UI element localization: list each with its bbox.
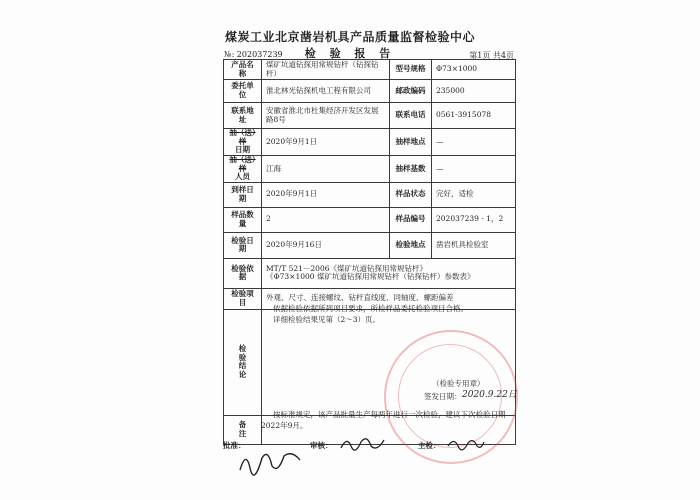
arrival-date-label: 到样日期	[224, 182, 262, 207]
test-location-label: 检验地点	[390, 232, 432, 258]
postcode-label: 邮政编码	[390, 80, 432, 103]
basis-line-1: MT/T 521－2006《煤矿坑道钻探用常规钻杆》	[266, 263, 427, 273]
basis-value	[262, 258, 516, 288]
product-name-value: 煤矿坑道钻探用常规钻杆（钻探钻杆）	[262, 60, 390, 80]
model-label: 型号规格	[390, 60, 432, 80]
conclusion-line-1: 依据检验依据所列项目要求，所检样品委托检验项目合格。	[273, 304, 468, 313]
organization-title: 煤炭工业北京凿岩机具产品质量监督检验中心	[224, 30, 475, 44]
basis-line-2: 《Φ73×1000 煤矿坑道钻探用常规钻杆（钻探钻杆）参数表》	[266, 272, 475, 282]
test-date-value: 2020年9月16日	[262, 232, 390, 258]
sign-date-label: 签发日期：	[424, 392, 462, 401]
phone-value: 0561-3915078	[432, 103, 516, 129]
table-row	[224, 60, 516, 80]
sample-quantity-value: 2	[262, 207, 390, 232]
client-value: 淮北林光钻探机电工程有限公司	[262, 80, 390, 103]
sampling-base-value: —	[432, 155, 516, 182]
arrival-date-value: 2020年9月1日	[262, 182, 390, 207]
sampling-site-label: 抽样地点	[390, 129, 432, 156]
sampler-value: 江海	[262, 155, 390, 182]
remarks-text: 按标准规定，该产品批量生产每两年进行一次检验，建议下次检验日期2022年9月。	[261, 410, 506, 431]
phone-label: 联系电话	[390, 103, 432, 129]
sampling-date-value: 2020年9月1日	[262, 129, 390, 156]
postcode-value: 235000	[432, 80, 516, 103]
remarks-label: 备 注	[224, 415, 262, 444]
inspector-signature	[446, 434, 486, 454]
sample-number-value: 202037239 - 1，2	[432, 207, 516, 232]
review-label: 审核：	[310, 441, 333, 450]
items-label: 检验项目	[224, 288, 262, 309]
sampler-label: 抽（送）样 人员	[224, 155, 262, 182]
sampling-site-value: —	[432, 129, 516, 156]
test-location-value: 凿岩机具检验室	[432, 232, 516, 258]
report-number: №: 202037239	[224, 50, 283, 59]
sampling-date-label: 抽（送）样 日期	[224, 129, 262, 156]
table-row	[224, 103, 516, 129]
table-row	[224, 129, 516, 156]
approver-signature	[236, 444, 306, 478]
table-row	[224, 155, 516, 182]
inspect-label: 主检：	[418, 441, 441, 450]
basis-label: 检验依据	[224, 258, 262, 288]
sign-date-value: 2020.9.22日	[462, 390, 517, 400]
approve-label: 批准：	[223, 441, 246, 450]
sampling-base-label: 抽样基数	[390, 155, 432, 182]
sample-status-value: 完好，适检	[432, 182, 516, 207]
items-value: 外观、尺寸、连接螺纹、钻杆直线度、同轴度、螺距偏差	[262, 288, 516, 309]
stamp-caption: （检验专用章）	[432, 379, 485, 388]
table-row	[224, 232, 516, 258]
table-row	[224, 182, 516, 207]
conclusion-label: 检 验 结 论	[224, 309, 262, 415]
sample-number-label: 样品编号	[390, 207, 432, 232]
model-value: Φ73×1000	[432, 60, 516, 80]
client-label: 委托单位	[224, 80, 262, 103]
report-title: 检 验 报 告	[304, 47, 396, 60]
sample-quantity-label: 样品数量	[224, 207, 262, 232]
conclusion-text	[261, 303, 509, 326]
product-name-label: 产品名称	[224, 60, 262, 80]
address-label: 联系地址	[224, 103, 262, 129]
address-value: 安徽省淮北市杜集经济开发区发展路8号	[262, 103, 390, 129]
sample-status-label: 样品状态	[390, 182, 432, 207]
table-row	[224, 80, 516, 103]
table-row	[224, 258, 516, 288]
conclusion-line-2: 详细检验结果见第（2～3）页。	[273, 315, 381, 325]
reviewer-signature	[338, 432, 388, 456]
table-row	[224, 207, 516, 232]
test-date-label: 检验日期	[224, 232, 262, 258]
page-number: 第1页 共4页	[469, 51, 514, 60]
